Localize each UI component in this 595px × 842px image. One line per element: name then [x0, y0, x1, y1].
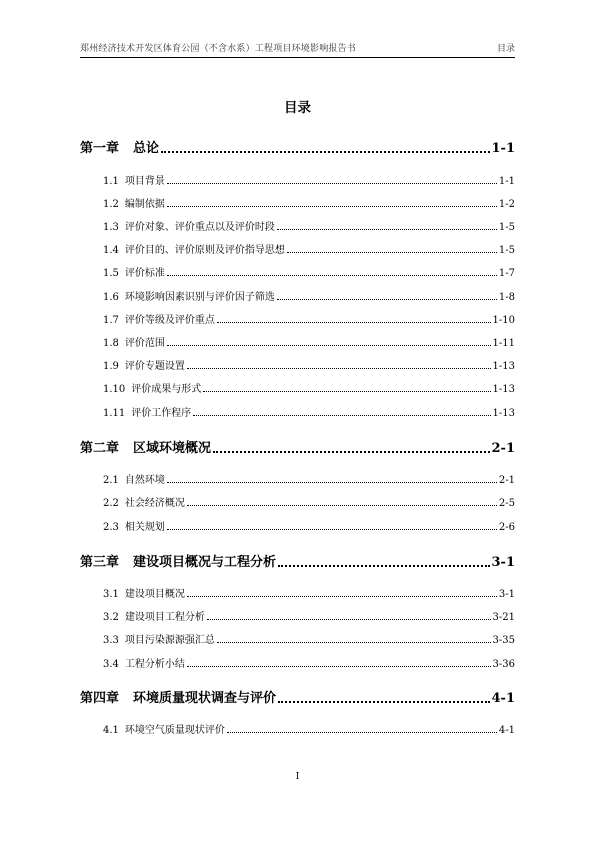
toc-chapter-1[interactable]: [80, 137, 515, 156]
leader-dots: [193, 415, 490, 416]
section-title: 评价成果与形式: [131, 384, 202, 395]
section-title: 项目污染源源强汇总: [124, 635, 215, 646]
section-title: 环境影响因素识别与评价因子筛选: [124, 292, 275, 303]
toc-section-4-1[interactable]: [103, 721, 515, 736]
section-page: 2-5: [498, 498, 515, 509]
section-page: 1-13: [492, 384, 515, 395]
section-page: 1-7: [498, 268, 515, 279]
chapter-title: 总论: [133, 141, 160, 156]
section-page: 2-1: [498, 475, 515, 486]
section-title: 建设项目工程分析: [124, 612, 205, 623]
toc-section-1-1[interactable]: [103, 172, 515, 187]
toc-section-2-3[interactable]: [103, 518, 515, 533]
chapter-number: 第三章: [80, 555, 120, 570]
section-title: 评价等级及评价重点: [124, 315, 215, 326]
chapter-number: 第一章: [80, 141, 120, 156]
section-page: 3-35: [492, 635, 515, 646]
section-number: 3.3: [103, 635, 119, 646]
chapter-number: 第四章: [80, 691, 120, 706]
section-title: 环境空气质量现状评价: [124, 725, 225, 736]
toc-chapter-3[interactable]: [80, 551, 515, 570]
section-number: 3.2: [103, 612, 119, 623]
section-title: 评价标准: [124, 268, 165, 279]
section-number: 1.1: [103, 176, 119, 187]
section-number: 1.6: [103, 292, 119, 303]
section-title: 评价工作程序: [131, 408, 192, 419]
section-number: 2.1: [103, 475, 119, 486]
section-title: 评价范围: [124, 338, 165, 349]
section-page: 1-5: [498, 245, 515, 256]
section-page: 1-5: [498, 222, 515, 233]
leader-dots: [187, 505, 497, 506]
section-number: 1.10: [103, 384, 126, 395]
toc-section-1-2[interactable]: [103, 195, 515, 210]
section-page: 1-10: [492, 315, 515, 326]
section-page: 4-1: [498, 725, 515, 736]
chapter-number: 第二章: [80, 441, 120, 456]
leader-dots: [213, 451, 489, 453]
section-page: 3-36: [492, 659, 515, 670]
section-title: 项目背景: [124, 176, 165, 187]
toc-section-3-2[interactable]: [103, 608, 515, 623]
section-number: 1.11: [103, 408, 126, 419]
leader-dots: [167, 345, 491, 346]
section-number: 2.2: [103, 498, 119, 509]
section-number: 3.4: [103, 659, 119, 670]
chapter-title: 环境质量现状调查与评价: [133, 691, 277, 706]
section-page: 1-13: [492, 361, 515, 372]
section-number: 1.3: [103, 222, 119, 233]
toc-section-3-3[interactable]: [103, 631, 515, 646]
leader-dots: [217, 322, 491, 323]
leader-dots: [161, 151, 489, 153]
leader-dots: [277, 229, 497, 230]
chapter-title: 区域环境概况: [133, 441, 212, 456]
leader-dots: [227, 732, 497, 733]
section-number: 3.1: [103, 589, 119, 600]
section-title: 自然环境: [124, 475, 165, 486]
section-title: 评价专题设置: [124, 361, 185, 372]
section-title: 评价对象、评价重点以及评价时段: [124, 222, 275, 233]
section-page: 1-13: [492, 408, 515, 419]
toc-section-1-11[interactable]: [103, 404, 515, 419]
leader-dots: [187, 596, 497, 597]
toc-section-2-2[interactable]: [103, 494, 515, 509]
leader-dots: [207, 619, 491, 620]
toc-section-1-5[interactable]: [103, 264, 515, 279]
toc-section-1-4[interactable]: [103, 241, 515, 256]
toc-section-1-7[interactable]: [103, 311, 515, 326]
leader-dots: [167, 529, 497, 530]
section-number: 1.7: [103, 315, 119, 326]
toc-chapter-4[interactable]: [80, 687, 515, 706]
leader-dots: [167, 482, 497, 483]
toc-section-1-10[interactable]: [103, 380, 515, 395]
leader-dots: [187, 666, 491, 667]
section-number: 1.9: [103, 361, 119, 372]
page-number: I: [295, 772, 300, 782]
section-title: 社会经济概况: [124, 498, 185, 509]
section-title: 评价目的、评价原则及评价指导思想: [124, 245, 285, 256]
section-page: 2-6: [498, 522, 515, 533]
section-number: 2.3: [103, 522, 119, 533]
section-page: 1-1: [498, 176, 515, 187]
toc-section-3-4[interactable]: [103, 655, 515, 670]
toc-section-1-9[interactable]: [103, 357, 515, 372]
header-section-label: 目录: [496, 44, 515, 54]
section-number: 1.8: [103, 338, 119, 349]
section-page: 1-8: [498, 292, 515, 303]
toc-section-1-3[interactable]: [103, 218, 515, 233]
leader-dots: [167, 275, 497, 276]
toc-section-3-1[interactable]: [103, 585, 515, 600]
section-page: 1-2: [498, 199, 515, 210]
section-number: 1.4: [103, 245, 119, 256]
chapter-page: 1-1: [491, 141, 515, 156]
section-title: 建设项目概况: [124, 589, 185, 600]
toc-section-1-6[interactable]: [103, 288, 515, 303]
page-header: [80, 38, 515, 58]
section-title: 编制依据: [124, 199, 165, 210]
section-page: 3-1: [498, 589, 515, 600]
section-page: 1-11: [492, 338, 515, 349]
leader-dots: [167, 183, 497, 184]
section-number: 1.5: [103, 268, 119, 279]
chapter-title: 建设项目概况与工程分析: [133, 555, 277, 570]
leader-dots: [287, 252, 497, 253]
leader-dots: [187, 368, 491, 369]
page-title: 目录: [284, 100, 311, 116]
leader-dots: [217, 642, 491, 643]
leader-dots: [203, 391, 490, 392]
leader-dots: [167, 206, 497, 207]
header-document-title: 郑州经济技术开发区体育公园（不含水系）工程项目环境影响报告书: [80, 44, 357, 54]
leader-dots: [278, 701, 489, 703]
section-title: 相关规划: [124, 522, 165, 533]
chapter-page: 2-1: [491, 441, 515, 456]
leader-dots: [278, 565, 489, 567]
toc-section-1-8[interactable]: [103, 334, 515, 349]
leader-dots: [277, 299, 497, 300]
toc-section-2-1[interactable]: [103, 471, 515, 486]
section-title: 工程分析小结: [124, 659, 185, 670]
section-number: 1.2: [103, 199, 119, 210]
chapter-page: 3-1: [491, 555, 515, 570]
chapter-page: 4-1: [491, 691, 515, 706]
toc-chapter-2[interactable]: [80, 437, 515, 456]
section-page: 3-21: [492, 612, 515, 623]
section-number: 4.1: [103, 725, 119, 736]
